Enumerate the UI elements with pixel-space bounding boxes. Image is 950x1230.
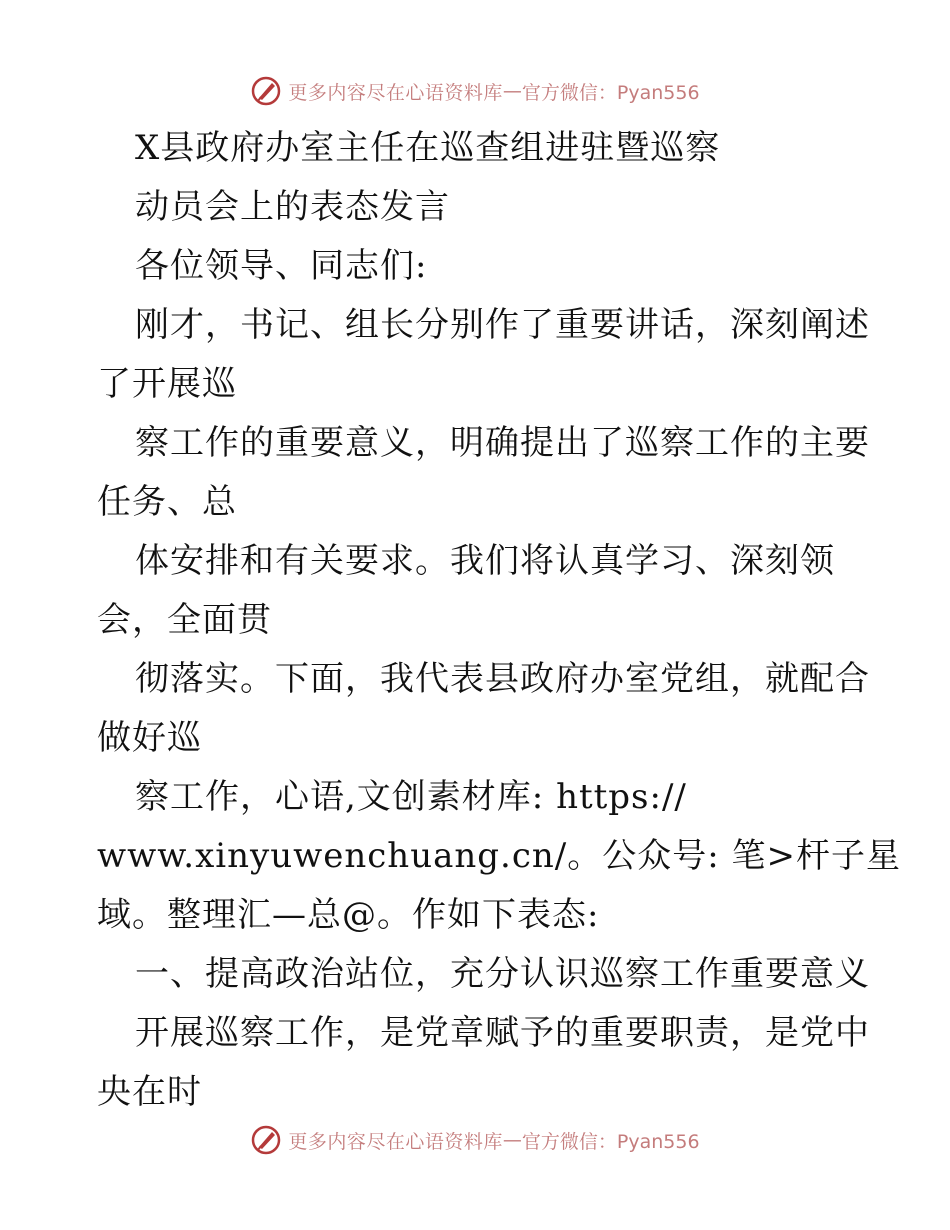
doc-paragraph-line: 任务、总 <box>97 482 237 522</box>
banner-separator: — <box>502 80 522 102</box>
doc-paragraph-line: 刚才，书记、组长分别作了重要讲话，深刻阐述 <box>135 305 870 345</box>
doc-paragraph-line: 会，全面贯 <box>97 600 272 640</box>
banner-promo-text: 更多内容尽在心语资料库 <box>288 81 503 104</box>
doc-paragraph-line: 域。整理汇—总@。作如下表态: <box>97 895 600 935</box>
banner-separator: — <box>502 1129 522 1151</box>
banner-wechat-text: 官方微信：Pyan556 <box>521 1130 700 1153</box>
doc-paragraph-line: 体安排和有关要求。我们将认真学习、深刻领 <box>135 541 835 581</box>
doc-title-line-1: X县政府办室主任在巡查组进驻暨巡察 <box>135 128 721 168</box>
doc-paragraph-line: 开展巡察工作，是党章赋予的重要职责，是党中 <box>135 1013 870 1053</box>
doc-salutation: 各位领导、同志们: <box>135 246 428 286</box>
doc-paragraph-line: 察工作，心语,文创素材库: https:// <box>135 777 687 817</box>
banner-wechat-text: 官方微信：Pyan556 <box>521 81 700 104</box>
doc-paragraph-line: 做好巡 <box>97 718 202 758</box>
doc-paragraph-line: 央在时 <box>97 1072 202 1112</box>
doc-section-heading: 一、提高政治站位，充分认识巡察工作重要意义 <box>135 954 870 994</box>
quill-logo-icon <box>250 75 282 107</box>
doc-paragraph-line: 察工作的重要意义，明确提出了巡察工作的主要 <box>135 423 870 463</box>
header-banner <box>0 71 950 111</box>
quill-logo-icon <box>250 1124 282 1156</box>
doc-paragraph-line: 彻落实。下面，我代表县政府办室党组，就配合 <box>135 659 870 699</box>
doc-title-line-2: 动员会上的表态发言 <box>135 187 450 227</box>
doc-paragraph-line: 了开展巡 <box>97 364 237 404</box>
doc-paragraph-line: www.xinyuwenchuang.cn/。公众号: 笔>杆子星 <box>97 836 901 876</box>
banner-promo-text: 更多内容尽在心语资料库 <box>288 1130 503 1153</box>
footer-banner <box>0 1120 950 1160</box>
